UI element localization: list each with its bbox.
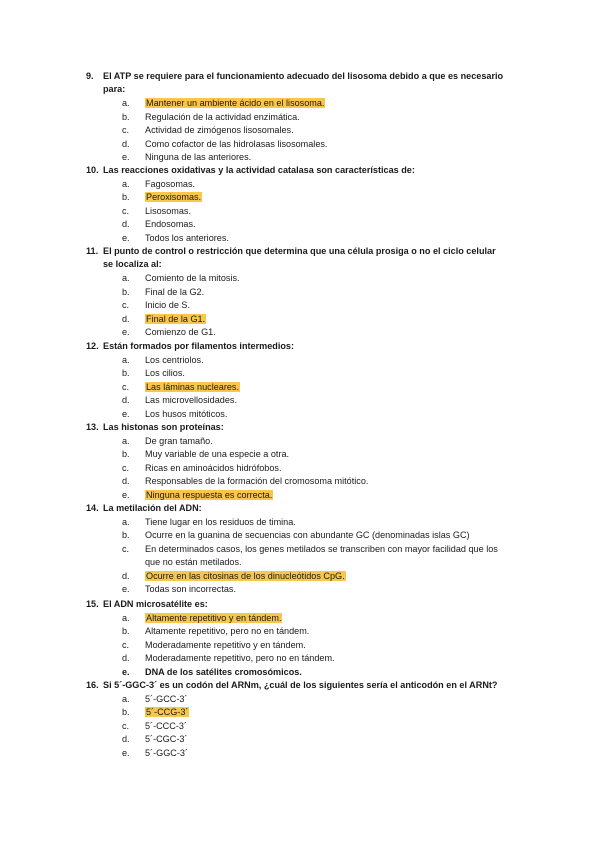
option-d xyxy=(86,138,506,151)
option-letter: e. xyxy=(122,666,130,677)
question-number: 15. xyxy=(86,599,99,609)
option-letter: d. xyxy=(122,138,130,149)
option-c xyxy=(86,299,506,312)
option-text: Regulación de la actividad enzimática. xyxy=(145,111,300,122)
option-letter: b. xyxy=(122,626,130,637)
option-letter: a. xyxy=(122,98,130,109)
option-text: Todas son incorrectas. xyxy=(145,584,236,595)
option-b xyxy=(86,191,506,204)
question-9 xyxy=(86,70,506,164)
question-text: Si 5´-GGC-3´ es un codón del ARNm, ¿cuál de los siguientes sería el anticodón en el ARNt? xyxy=(103,680,498,690)
option-letter: d. xyxy=(122,653,130,664)
question-number: 9. xyxy=(86,71,94,81)
option-c xyxy=(86,205,506,218)
option-d xyxy=(86,475,506,488)
option-letter: e. xyxy=(122,489,130,500)
option-b xyxy=(86,625,506,638)
option-letter: d. xyxy=(122,570,130,581)
option-a xyxy=(86,435,506,448)
option-text: Ricas en aminoácidos hidrófobos. xyxy=(145,462,282,473)
option-text: Responsables de la formación del cromosoma mitótico. xyxy=(145,476,369,487)
option-text: Todos los anteriores. xyxy=(145,232,229,243)
question-text: Las histonas son proteínas: xyxy=(103,422,224,432)
option-a xyxy=(86,516,506,529)
option-letter: c. xyxy=(122,300,130,311)
option-letter: c. xyxy=(122,462,130,473)
options-list xyxy=(86,612,506,679)
option-letter: e. xyxy=(122,151,130,162)
option-e xyxy=(86,408,506,421)
options-list xyxy=(86,693,506,760)
option-letter: b. xyxy=(122,192,130,203)
question-14 xyxy=(86,502,506,596)
answer-highlight: Altamente repetitivo y en tándem. xyxy=(146,612,282,623)
option-letter: a. xyxy=(122,693,130,704)
option-letter: e. xyxy=(122,326,130,337)
question-text: El punto de control o restricción que determina que una célula prosiga o no el ciclo celular se localiza al: xyxy=(103,246,496,270)
option-d xyxy=(86,733,506,746)
option-b xyxy=(86,286,506,299)
answer-highlight: Mantener un ambiente ácido en el lisosoma. xyxy=(146,98,325,109)
option-b xyxy=(86,529,506,542)
option-text: Ninguna de las anteriores. xyxy=(145,151,252,162)
option-text: Como cofactor de las hidrolasas lisosomales. xyxy=(145,138,328,149)
options-list xyxy=(86,435,506,502)
option-a xyxy=(86,178,506,191)
question-text: Están formados por filamentos intermedios: xyxy=(103,341,294,351)
option-text: Moderadamente repetitivo y en tándem. xyxy=(145,639,306,650)
option-text: Fagosomas. xyxy=(145,178,196,189)
option-e xyxy=(86,232,506,245)
answer-highlight: Ninguna respuesta es correcta. xyxy=(146,489,273,500)
option-a xyxy=(86,612,506,625)
question-text: La metilación del ADN: xyxy=(103,503,202,513)
option-d xyxy=(86,570,506,583)
option-e xyxy=(86,583,506,596)
question-16 xyxy=(86,679,506,760)
option-c xyxy=(86,124,506,137)
question-number: 11. xyxy=(86,246,99,256)
option-c xyxy=(86,462,506,475)
option-text: 5´-CCC-3´ xyxy=(145,720,187,731)
option-text: Muy variable de una especie a otra. xyxy=(145,449,290,460)
option-d xyxy=(86,218,506,231)
option-letter: c. xyxy=(122,639,130,650)
question-number: 10. xyxy=(86,165,99,175)
answer-highlight: Peroxisomas. xyxy=(146,192,202,203)
option-letter: e. xyxy=(122,232,130,243)
answer-highlight: Ocurre en las citosinas de los dinucleótidos CpG. xyxy=(146,570,345,581)
question-15 xyxy=(86,598,506,679)
option-letter: b. xyxy=(122,530,130,541)
option-a xyxy=(86,272,506,285)
option-d xyxy=(86,652,506,665)
option-d xyxy=(86,394,506,407)
option-text: Los centriolos. xyxy=(145,354,204,365)
option-text: De gran tamaño. xyxy=(145,435,213,446)
option-c xyxy=(86,543,506,570)
option-letter: b. xyxy=(122,449,130,460)
option-text: Las microvellosidades. xyxy=(145,395,237,406)
option-text: 5´-GGC-3´ xyxy=(145,747,188,758)
question-text: Las reacciones oxidativas y la actividad catalasa son características de: xyxy=(103,165,415,175)
option-a xyxy=(86,693,506,706)
option-e xyxy=(86,151,506,164)
option-b xyxy=(86,706,506,719)
question-11 xyxy=(86,245,506,339)
option-letter: b. xyxy=(122,368,130,379)
option-text: En determinados casos, los genes metilados se transcriben con mayor facilidad que los que no están metilados. xyxy=(145,543,498,568)
option-letter: c. xyxy=(122,543,130,554)
question-13 xyxy=(86,421,506,502)
option-letter: a. xyxy=(122,612,130,623)
answer-highlight: Las láminas nucleares. xyxy=(146,381,240,392)
question-number: 14. xyxy=(86,503,99,513)
option-e xyxy=(86,489,506,502)
option-e xyxy=(86,747,506,760)
option-letter: d. xyxy=(122,219,130,230)
option-letter: b. xyxy=(122,111,130,122)
option-letter: a. xyxy=(122,435,130,446)
question-12 xyxy=(86,340,506,421)
option-letter: b. xyxy=(122,286,130,297)
option-c xyxy=(86,639,506,652)
question-number: 12. xyxy=(86,341,99,351)
option-letter: d. xyxy=(122,395,130,406)
option-text: Actividad de zimógenos lisosomales. xyxy=(145,125,294,136)
question-text: El ATP se requiere para el funcionamiento adecuado del lisosoma debido a que es necesario para: xyxy=(103,71,504,95)
option-text: 5´-GCC-3´ xyxy=(145,693,188,704)
option-e xyxy=(86,666,506,679)
answer-highlight: Final de la G1. xyxy=(146,313,206,324)
option-c xyxy=(86,381,506,394)
options-list xyxy=(86,97,506,164)
option-b xyxy=(86,111,506,124)
option-text: Comiento de la mitosis. xyxy=(145,273,240,284)
option-letter: e. xyxy=(122,747,130,758)
option-text: Final de la G2. xyxy=(145,286,205,297)
option-letter: c. xyxy=(122,125,130,136)
option-letter: d. xyxy=(122,476,130,487)
option-d xyxy=(86,313,506,326)
answer-highlight: 5´-CCG-3´ xyxy=(146,707,189,718)
option-letter: c. xyxy=(122,720,130,731)
option-letter: b. xyxy=(122,707,130,718)
option-text: Endosomas. xyxy=(145,219,196,230)
option-text: Ocurre en la guanina de secuencias con abundante GC (denominadas islas GC) xyxy=(145,530,470,541)
option-letter: a. xyxy=(122,273,130,284)
option-text: DNA de los satélites cromosómicos. xyxy=(145,666,302,677)
option-letter: c. xyxy=(122,381,130,392)
question-10 xyxy=(86,164,506,245)
option-text: 5´-CGC-3´ xyxy=(145,734,188,745)
option-text: Los husos mitóticos. xyxy=(145,408,228,419)
options-list xyxy=(86,516,506,597)
option-text: Tiene lugar en los residuos de timina. xyxy=(145,516,296,527)
option-text: Comienzo de G1. xyxy=(145,326,216,337)
option-letter: a. xyxy=(122,178,130,189)
option-b xyxy=(86,367,506,380)
option-letter: e. xyxy=(122,408,130,419)
question-number: 16. xyxy=(86,680,99,690)
option-text: Altamente repetitivo, pero no en tándem. xyxy=(145,626,310,637)
option-text: Los cilios. xyxy=(145,368,185,379)
option-letter: d. xyxy=(122,313,130,324)
option-letter: e. xyxy=(122,584,130,595)
option-a xyxy=(86,354,506,367)
options-list xyxy=(86,354,506,421)
option-text: Lisosomas. xyxy=(145,205,191,216)
option-letter: c. xyxy=(122,205,130,216)
option-text: Moderadamente repetitivo, pero no en tándem. xyxy=(145,653,335,664)
option-a xyxy=(86,97,506,110)
option-c xyxy=(86,720,506,733)
option-b xyxy=(86,448,506,461)
options-list xyxy=(86,272,506,339)
option-letter: a. xyxy=(122,516,130,527)
question-text: El ADN microsatélite es: xyxy=(103,599,208,609)
question-number: 13. xyxy=(86,422,99,432)
option-letter: a. xyxy=(122,354,130,365)
option-text: Inicio de S. xyxy=(145,300,190,311)
option-letter: d. xyxy=(122,734,130,745)
options-list xyxy=(86,178,506,245)
option-e xyxy=(86,326,506,339)
